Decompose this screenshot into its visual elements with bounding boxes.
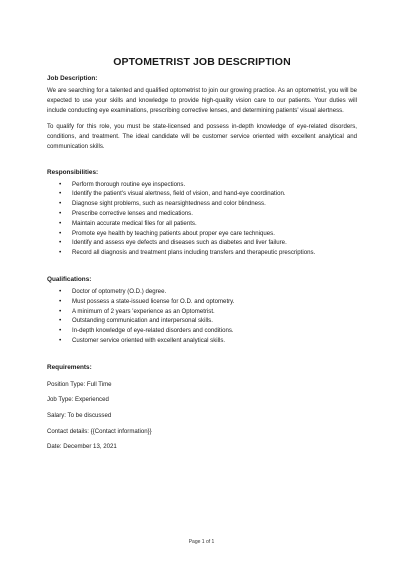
- bullet-icon: •: [59, 287, 62, 295]
- bullet-icon: •: [59, 200, 62, 208]
- qualifications-list: [47, 287, 357, 346]
- list-item: • A minimum of 2 years 'experience as an Optometrist.: [59, 307, 215, 315]
- list-item: • In-depth knowledge of eye-related disorders and conditions.: [59, 327, 234, 335]
- list-item: • Customer service oriented with excellent analytical skills.: [59, 336, 226, 344]
- bullet-icon: •: [59, 317, 62, 325]
- requirements-heading: Requirements:: [47, 363, 92, 371]
- date: Date: December 13, 2021: [47, 443, 117, 451]
- bullet-icon: •: [59, 219, 62, 227]
- job-description-paragraph: We are searching for a talented and qualified optometrist to join our growing practice. As an optometrist, you will be expected to use your skills and knowledge to provide high-quality vision care to our patients. Your duties will include conducting eye examinations, prescribing corrective lenses, and determining patients' visual alertness.: [47, 87, 357, 115]
- salary: Salary: To be discussed: [47, 412, 112, 420]
- bullet-icon: •: [59, 239, 62, 247]
- page-number: Page 1 of 1: [188, 539, 215, 545]
- list-item: • Promote eye health by teaching patients about proper eye care techniques.: [59, 229, 275, 237]
- bullet-icon: •: [59, 209, 62, 217]
- bullet-icon: •: [59, 297, 62, 305]
- bullet-icon: •: [59, 180, 62, 188]
- document-body: [47, 56, 357, 459]
- job-type: Job Type: Experienced: [47, 396, 109, 404]
- list-item: • Identify and assess eye defects and diseases such as diabetes and liver failure.: [59, 239, 287, 247]
- bullet-icon: •: [59, 307, 62, 315]
- job-description-heading: Job Description:: [47, 75, 98, 82]
- list-item: • Perform thorough routine eye inspections.: [59, 180, 186, 188]
- list-item: • Outstanding communication and interpersonal skills.: [59, 317, 213, 325]
- list-item: • Maintain accurate medical files for all patients.: [59, 219, 197, 227]
- responsibilities-list: [47, 180, 357, 258]
- qualifications-heading: Qualifications:: [47, 275, 92, 283]
- list-item: • Diagnose sight problems, such as nearsightedness and color blindness.: [59, 200, 266, 208]
- list-item: • Record all diagnosis and treatment plans including transfers and therapeutic prescriptions.: [59, 249, 316, 257]
- list-item: • Doctor of optometry (O.D.) degree.: [59, 287, 167, 295]
- responsibilities-heading: Responsibilities:: [47, 168, 99, 176]
- bullet-icon: •: [59, 229, 62, 237]
- list-item: • Must possess a state-issued license for O.D. and optometry.: [59, 297, 235, 305]
- bullet-icon: •: [59, 336, 62, 344]
- bullet-icon: •: [59, 327, 62, 335]
- bullet-icon: •: [59, 190, 62, 198]
- bullet-icon: •: [59, 249, 62, 257]
- list-item: • Prescribe corrective lenses and medications.: [59, 209, 193, 217]
- position-type: Position Type: Full Time: [47, 380, 112, 388]
- contact-details: Contact details: {{Contact information}}: [47, 427, 152, 435]
- list-item: • Identify the patient's visual alertness, field of vision, and hand-eye coordination.: [59, 190, 286, 198]
- job-description-paragraph: To qualify for this role, you must be state-licensed and possess in-depth knowledge of eye-related disorders, conditions, and treatment. The ideal candidate will be customer service oriented with excellent analytical and communication skills.: [47, 123, 357, 151]
- document-title: OPTOMETRIST JOB DESCRIPTION: [113, 56, 291, 68]
